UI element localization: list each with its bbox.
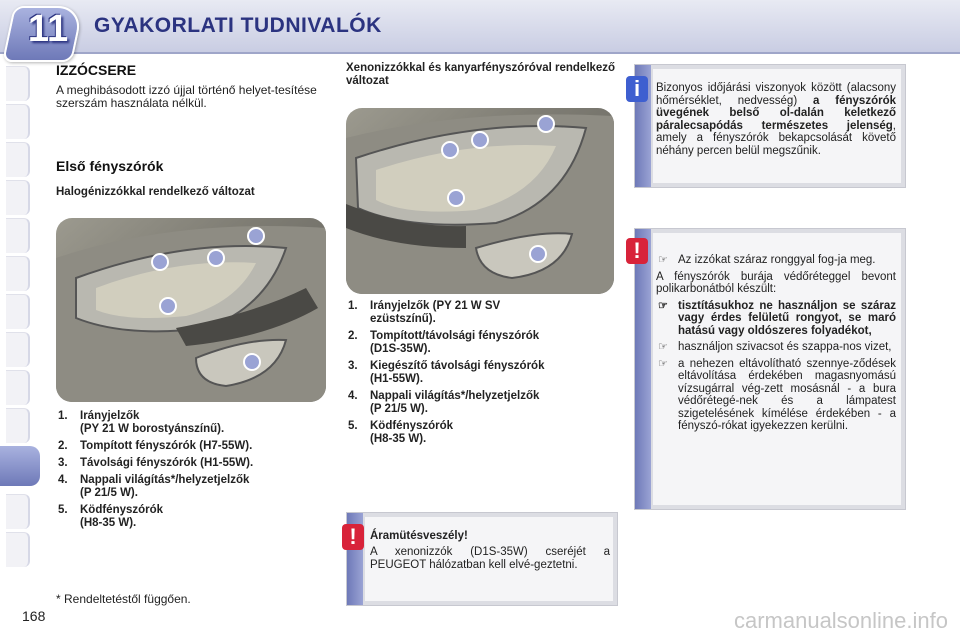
xenon-variant-title: Xenonizzókkal és kanyarfényszóróval rendelkező változat bbox=[346, 62, 616, 87]
side-tab[interactable] bbox=[6, 142, 30, 177]
callout-accent-bar bbox=[635, 229, 651, 509]
list-item: 4. Nappali világítás*/helyzetjelzők (P 21/5 W). bbox=[58, 474, 250, 499]
danger-title: Áramütésveszély! bbox=[370, 530, 468, 542]
side-tab[interactable] bbox=[6, 408, 30, 443]
side-tab[interactable] bbox=[6, 532, 30, 567]
footnote: * Rendeltetéstől függően. bbox=[56, 592, 191, 606]
danger-text: A xenonizzók (D1S-35W) cseréjét a PEUGEOT hálózatban kell elvé-geztetni. bbox=[370, 546, 610, 571]
list-item: 4. Nappali világítás*/helyzetjelzők (P 21/5 W). bbox=[348, 390, 540, 415]
list-item: 1. Irányjelzők (PY 21 W borostyánszínű). bbox=[58, 410, 225, 435]
xenon-headlight-photo bbox=[346, 108, 614, 294]
list-item: 5. Ködfényszórók (H8-35 W). bbox=[58, 504, 164, 529]
warning-paragraph: A fényszórók burája védőréteggel bevont polikarbonátból készült: bbox=[656, 270, 896, 295]
side-tab[interactable] bbox=[6, 294, 30, 329]
section-title: IZZÓCSERE bbox=[56, 62, 137, 78]
warning-icon: ! bbox=[342, 524, 364, 550]
side-tab-active[interactable] bbox=[0, 446, 40, 486]
side-tab[interactable] bbox=[6, 180, 30, 215]
list-item: ☞ tisztításukhoz ne használjon se száraz vagy érdes felületű rongyot, se maró hatású vagy oldószeres folyadékot, bbox=[658, 299, 896, 337]
headlight-illustration bbox=[56, 218, 326, 402]
list-item: 2. Tompított/távolsági fényszórók (D1S-35W). bbox=[348, 330, 540, 355]
warning-text bbox=[656, 254, 896, 433]
side-tab[interactable] bbox=[6, 256, 30, 291]
halogen-headlight-photo bbox=[56, 218, 326, 402]
warning-icon: ! bbox=[626, 238, 648, 264]
page-number: 168 bbox=[22, 608, 46, 624]
list-item: ☞ Az izzókat száraz ronggyal fog-ja meg. bbox=[658, 254, 876, 266]
halogen-variant-title: Halogénizzókkal rendelkező változat bbox=[56, 186, 255, 198]
chapter-number: 11 bbox=[27, 8, 69, 50]
pointing-hand-icon: ☞ bbox=[658, 357, 668, 370]
side-tab[interactable] bbox=[6, 104, 30, 139]
watermark: carmanualsonline.info bbox=[733, 608, 948, 633]
halogen-bulb-list bbox=[58, 410, 338, 534]
headlight-illustration bbox=[346, 108, 614, 294]
list-item: 2. Tompított fényszórók (H7-55W). bbox=[58, 440, 253, 452]
subsection-title: Első fényszórók bbox=[56, 158, 164, 174]
info-icon: i bbox=[626, 76, 648, 102]
side-tab[interactable] bbox=[6, 332, 30, 367]
list-item: ☞ a nehezen eltávolítható szennye-ződések eltávolítása érdekében magasnyomású vízsugárral vég-zett mosásnál - a bura védőrétegé-nek és a lámpatest szigetelésének kímélése érdekében - a fényszó-rókat igyekezzen kerülni. bbox=[658, 357, 896, 432]
info-text: Bizonyos időjárási viszonyok között (alacsony hőmérséklet, nedvesség) a fényszórók üvegének belső ol-dalán keletkező páralecsapódás természetes jelenség, amely a fényszórók bekapcsolását követő néhány percen belül megszűnik. bbox=[656, 82, 896, 157]
list-item: 3. Kiegészítő távolsági fényszórók (H1-55W). bbox=[348, 360, 545, 385]
side-tab[interactable] bbox=[6, 66, 30, 101]
xenon-bulb-list bbox=[348, 300, 624, 450]
list-item: 5. Ködfényszórók (H8-35 W). bbox=[348, 420, 454, 445]
list-item: 1. Irányjelzők (PY 21 W SV ezüstszínű). bbox=[348, 300, 501, 325]
pointing-hand-icon: ☞ bbox=[658, 254, 668, 266]
list-item: ☞ használjon szivacsot és szappa-nos vizet, bbox=[658, 341, 892, 353]
list-item: 3. Távolsági fényszórók (H1-55W). bbox=[58, 457, 254, 469]
side-tab[interactable] bbox=[6, 370, 30, 405]
pointing-hand-icon: ☞ bbox=[658, 341, 668, 353]
intro-text: A meghibásodott izzó újjal történő helyet-tesítése szerszám használata nélkül. bbox=[56, 83, 317, 110]
chapter-title: GYAKORLATI TUDNIVALÓK bbox=[94, 14, 382, 37]
pointing-hand-icon: ☞ bbox=[658, 299, 668, 312]
side-tab[interactable] bbox=[6, 494, 30, 529]
side-tab[interactable] bbox=[6, 218, 30, 253]
